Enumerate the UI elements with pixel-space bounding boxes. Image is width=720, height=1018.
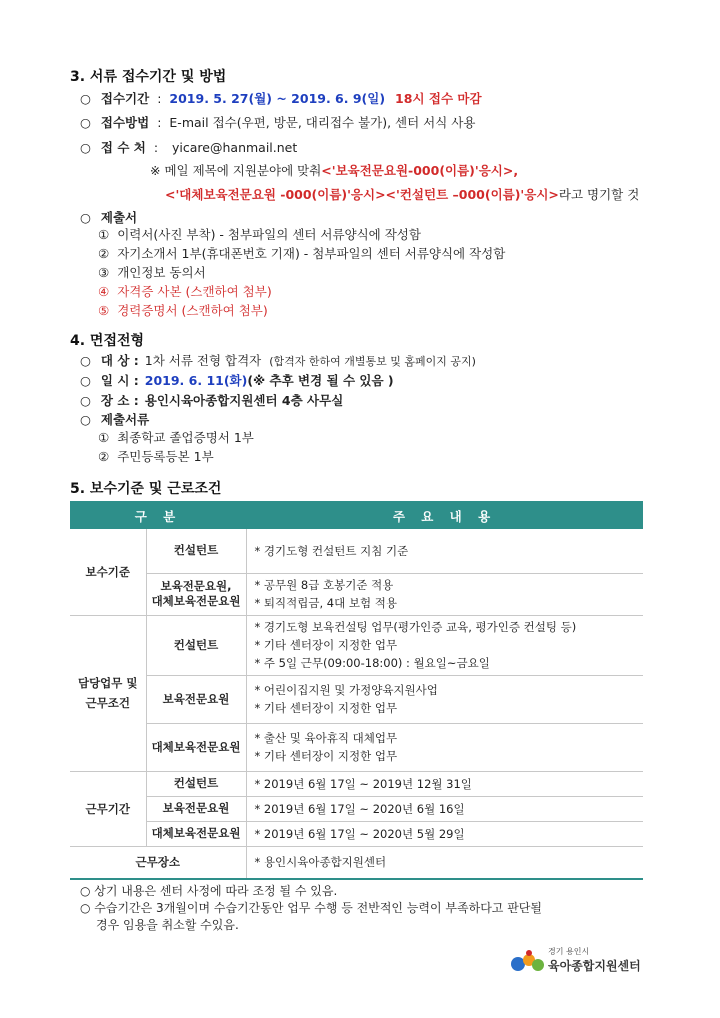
pay-staff-label: 보육전문요원, 대체보육전문요원 [146,573,246,615]
table-row [70,771,643,796]
interview-target-label: 대 상 : [100,353,139,368]
interview-doc-item: ① 최종학교 졸업증명서 1부 [98,430,254,445]
interview-date-label: 일 시 : [100,373,139,388]
duty-staff-text: * 어린이집지원 및 가정양육지원사업 * 기타 센터장이 지정한 업무 [246,675,643,723]
term-label: 보육전문요원 [146,796,246,821]
interview-docs-title: 제출서류 [100,412,150,427]
method-value: E-mail 접수(우편, 방문, 대리접수 불가), 센터 서식 사용 [169,115,476,130]
duty-consultant-label: 컨설턴트 [146,615,246,675]
place-text: * 용인시육아종합지원센터 [246,846,643,879]
table-row [70,796,643,821]
interview-target-note: (합격자 한하여 개별통보 및 홈페이지 공지) [269,355,476,368]
duty-category: 담당업무 및 근무조건 [70,615,146,771]
conditions-table [70,503,643,880]
doc-item: ⑤ 경력증명서 (스캔하여 첨부) [98,303,268,318]
interview-date-note: (※ 추후 변경 될 수 있음 ) [247,373,394,388]
interview-place-label: 장 소 : [100,393,139,408]
duty-sub-label: 대체보육전문요원 [146,723,246,771]
doc-item: ③ 개인정보 동의서 [98,265,206,280]
table-row [70,723,643,771]
section-5-title: 5. 보수기준 및 근로조건 [70,481,222,497]
table-row [70,615,643,675]
term-category: 근무기간 [70,771,146,846]
docs-title-row: ○ 제출서 [80,210,138,225]
docs-title: 제출서 [100,210,138,225]
logo-small-text: 경기 용인시 [548,947,590,956]
center-logo [510,946,640,976]
term-text: * 2019년 6월 17일 ~ 2019년 12월 31일 [246,771,643,796]
table-row [70,821,643,846]
receiver-label: 접 수 처 [100,140,146,155]
period-deadline: 18시 접수 마감 [395,91,482,106]
interview-doc-item: ② 주민등록등본 1부 [98,449,214,464]
interview-place-value: 용인시육아종합지원센터 4층 사무실 [144,393,344,408]
logo-mark-icon [510,946,546,976]
pay-staff-text: * 공무원 8급 호봉기준 적용 * 퇴직적립금, 4대 보험 적용 [246,573,643,615]
duty-consultant-text: * 경기도형 보육컨설팅 업무(평가인증 교육, 평가인증 컨설팅 등) * 기타 센터장이 지정한 업무 * 주 5일 근무(09:00-18:00) : 월요일~금요일 [246,615,643,675]
doc-item: ① 이력서(사진 부착) - 첨부파일의 센터 서류양식에 작성함 [98,227,421,242]
header-content: 주 요 내 용 [246,503,643,529]
table-header-row [70,503,643,529]
footnote-1: ○ 상기 내용은 센터 사정에 따라 조정 될 수 있음. [80,884,338,898]
doc-item: ④ 자격증 사본 (스캔하여 첨부) [98,284,272,299]
pay-consultant-text: * 경기도형 컨설턴트 지침 기준 [246,529,643,573]
period-value: 2019. 5. 27(월) ~ 2019. 6. 9(일) [169,91,386,106]
receiver-email: yicare@hanmail.net [172,140,298,155]
interview-date-row: ○ 일 시 : 2019. 6. 11(화)(※ 추후 변경 될 수 있음 ) [80,373,394,388]
email-note-prefix: ※ 메일 제목에 지원분야에 맞춰 [150,163,322,178]
pay-category: 보수기준 [70,529,146,615]
table-row [70,529,643,573]
interview-target-value: 1차 서류 전형 합격자 [144,353,262,368]
duty-staff-label: 보육전문요원 [146,675,246,723]
term-text: * 2019년 6월 17일 ~ 2020년 5월 29일 [246,821,643,846]
pay-consultant-label: 컨설턴트 [146,529,246,573]
doc-item: ② 자기소개서 1부(휴대폰번호 기재) - 첨부파일의 센터 서류양식에 작성함 [98,246,506,261]
place-category: 근무장소 [70,846,246,879]
term-text: * 2019년 6월 17일 ~ 2020년 6월 16일 [246,796,643,821]
interview-docs-title-row: ○ 제출서류 [80,412,150,427]
email-note-red-1: <'보육전문요원-000(이름)'응시>, [321,163,519,178]
term-label: 대체보육전문요원 [146,821,246,846]
interview-date-value: 2019. 6. 11(화) [144,373,248,388]
header-category: 구 분 [70,503,246,529]
logo-main-text: 육아종합지원센터 [548,959,641,973]
method-row: ○ 접수방법 : E-mail 접수(우편, 방문, 대리접수 불가), 센터 서식 사용 [80,115,476,130]
footnote-3: 경우 임용을 취소할 수있음. [96,918,239,932]
duty-sub-text: * 출산 및 육아휴직 대체업무 * 기타 센터장이 지정한 업무 [246,723,643,771]
receiver-row: ○ 접 수 처 : yicare@hanmail.net [80,140,298,155]
email-note-red-2: <'대체보육전문요원 -000(이름)'응시><'컨설턴트 –000(이름)'응시> [165,187,559,202]
footnote-2: ○ 수습기간은 3개월이며 수습기간동안 업무 수행 등 전반적인 능력이 부족하다고 판단될 [80,901,542,915]
section-3-title: 3. 서류 접수기간 및 방법 [70,69,227,85]
table-row [70,846,643,879]
method-label: 접수방법 [100,115,150,130]
interview-target-row: ○ 대 상 : 1차 서류 전형 합격자 (합격자 한하여 개별통보 및 홈페이지 공지) [80,353,476,368]
interview-place-row: ○ 장 소 : 용인시육아종합지원센터 4층 사무실 [80,393,344,408]
section-4-title: 4. 면접전형 [70,333,145,349]
email-note-line-1 [150,162,518,180]
table-row [70,675,643,723]
email-note-line-2 [165,186,639,204]
period-label: 접수기간 [100,91,150,106]
table-row [70,573,643,615]
email-note-suffix: 라고 명기할 것 [558,187,640,202]
period-row: ○ 접수기간 : 2019. 5. 27(월) ~ 2019. 6. 9(일) 18시 접수 마감 [80,91,482,106]
term-label: 컨설턴트 [146,771,246,796]
